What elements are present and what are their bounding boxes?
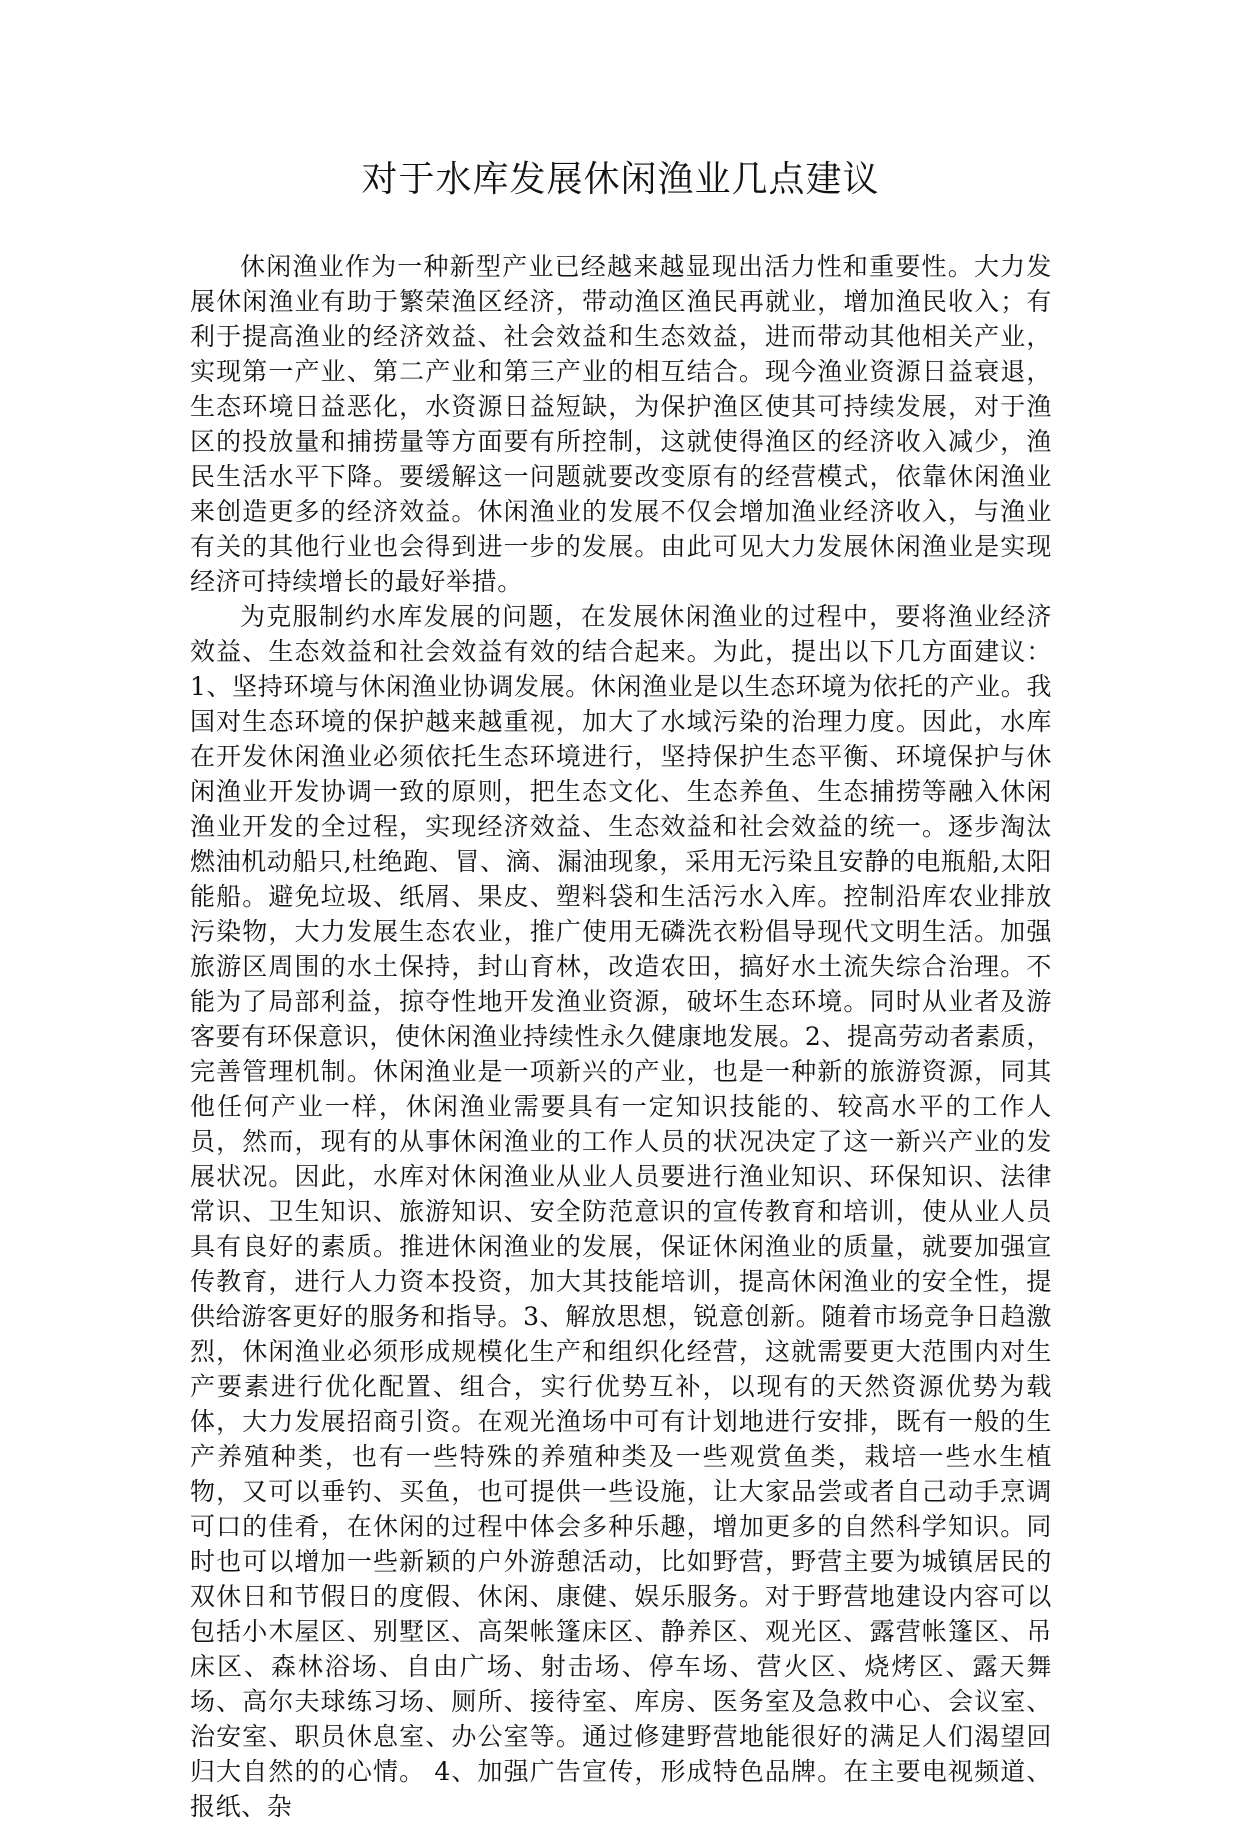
- paragraph-suggestions: 为克服制约水库发展的问题，在发展休闲渔业的过程中，要将渔业经济效益、生态效益和社会效益有效的结合起来。为此，提出以下几方面建议：1、坚持环境与休闲渔业协调发展。休闲渔业是以生态环境为依托的产业。我国对生态环境的保护越来越重视，加大了水域污染的治理力度。因此，水库在开发休闲渔业必须依托生态环境进行，坚持保护生态平衡、环境保护与休闲渔业开发协调一致的原则，把生态文化、生态养鱼、生态捕捞等融入休闲渔业开发的全过程，实现经济效益、生态效益和社会效益的统一。逐步淘汰燃油机动船只,杜绝跑、冒、滴、漏油现象，采用无污染且安静的电瓶船,太阳能船。避免垃圾、纸屑、果皮、塑料袋和生活污水入库。控制沿库农业排放污染物，大力发展生态农业，推广使用无磷洗衣粉倡导现代文明生活。加强旅游区周围的水土保持，封山育林，改造农田，搞好水土流失综合治理。不能为了局部利益，掠夺性地开发渔业资源，破坏生态环境。同时从业者及游客要有环保意识，使休闲渔业持续性永久健康地发展。2、提高劳动者素质，完善管理机制。休闲渔业是一项新兴的产业，也是一种新的旅游资源，同其他任何产业一样，休闲渔业需要具有一定知识技能的、较高水平的工作人员，然而，现有的从事休闲渔业的工作人员的状况决定了这一新兴产业的发展状况。因此，水库对休闲渔业从业人员要进行渔业知识、环保知识、法律常识、卫生知识、旅游知识、安全防范意识的宣传教育和培训，使从业人员具有良好的素质。推进休闲渔业的发展，保证休闲渔业的质量，就要加强宣传教育，进行人力资本投资，加大其技能培训，提高休闲渔业的安全性，提供给游客更好的服务和指导。3、解放思想，锐意创新。随着市场竞争日趋激烈，休闲渔业必须形成规模化生产和组织化经营，这就需要更大范围内对生产要素进行优化配置、组合，实行优势互补，以现有的天然资源优势为载体，大力发展招商引资。在观光渔场中可有计划地进行安排，既有一般的生产养殖种类，也有一些特殊的养殖种类及一些观赏鱼类，栽培一些水生植物，又可以垂钓、买鱼，也可提供一些设施，让大家品尝或者自己动手烹调可口的佳肴，在休闲的过程中体会多种乐趣，增加更多的自然科学知识。同时也可以增加一些新颖的户外游憩活动，比如野营，野营主要为城镇居民的双休日和节假日的度假、休闲、康健、娱乐服务。对于野营地建设内容可以包括小木屋区、别墅区、高架帐篷床区、静养区、观光区、露营帐篷区、吊床区、森林浴场、自由广场、射击场、停车场、营火区、烧烤区、露天舞场、高尔夫球练习场、厕所、接待室、库房、医务室及急救中心、会议室、治安室、职员休息室、办公室等。通过修建野营地能很好的满足人们渴望回归大自然的的心情。 4、加强广告宣传，形成特色品牌。在主要电视频道、报纸、杂: [190, 602, 1052, 1821]
- document-title: 对于水库发展休闲渔业几点建议: [361, 159, 880, 200]
- paragraph-intro: 休闲渔业作为一种新型产业已经越来越显现出活力性和重要性。大力发展休闲渔业有助于繁荣渔区经济，带动渔区渔民再就业，增加渔民收入；有利于提高渔业的经济效益、社会效益和生态效益，进而带动其他相关产业，实现第一产业、第二产业和第三产业的相互结合。现今渔业资源日益衰退，生态环境日益恶化，水资源日益短缺，为保护渔区使其可持续发展，对于渔区的投放量和捕捞量等方面要有所控制，这就使得渔区的经济收入减少，渔民生活水平下降。要缓解这一问题就要改变原有的经营模式，依靠休闲渔业来创造更多的经济效益。休闲渔业的发展不仅会增加渔业经济收入，与渔业有关的其他行业也会得到进一步的发展。由此可见大力发展休闲渔业是实现经济可持续增长的最好举措。: [190, 252, 1052, 596]
- document-body: [190, 249, 1052, 1824]
